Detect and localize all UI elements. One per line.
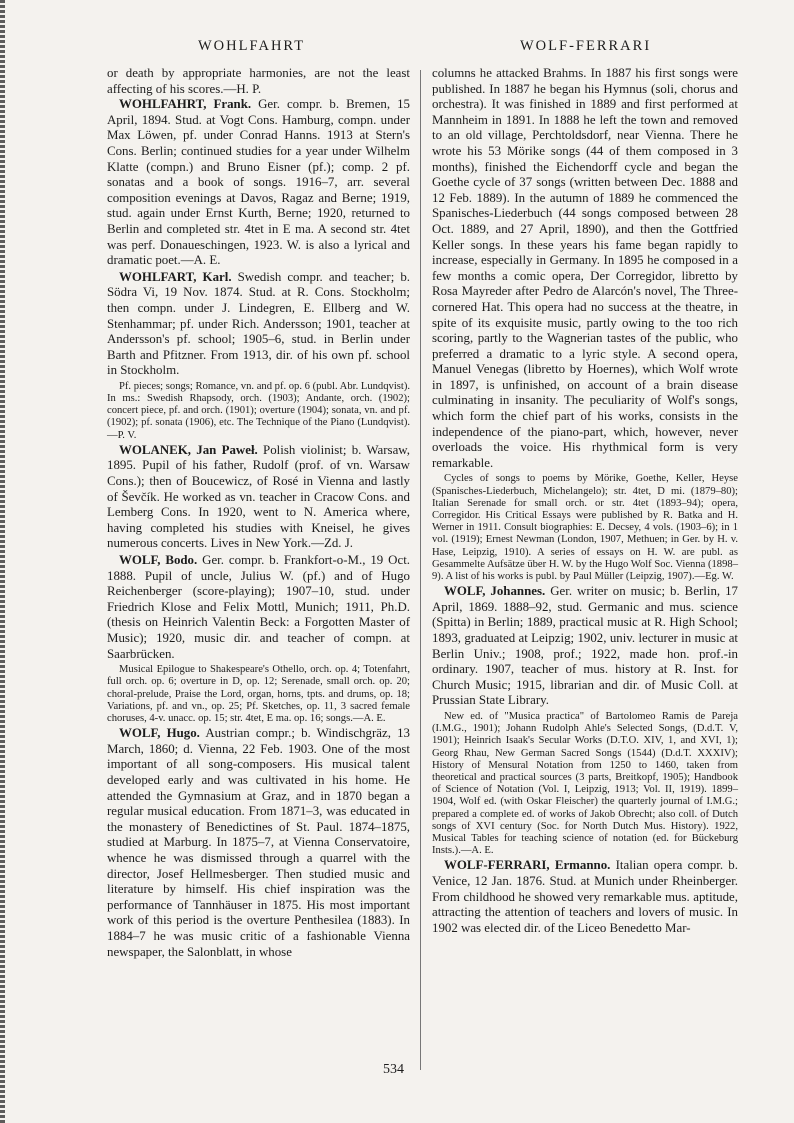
entry-body: Swedish compr. and teacher; b. Södra Vi, 19 Nov. 1874. Stud. at R. Cons. Stockholm; then compn. under J. Lindegren, E. Ellberg and W. Stenhammar; pf. under Rich. Andersson; 1901, teacher at Andersson's pf. school; 1905–6, stud. in Berlin under Barth and Pfitzner. From 1913, dir. of his own pf. school in Stockholm. [107,269,410,378]
entry-headword: WOLF-FERRARI, Ermanno. [444,858,611,873]
entry-body: Ger. writer on music; b. Berlin, 17 April, 1869. 1888–92, stud. Germanic and mus. science (Spitta) in Berlin; 1889, practical music at R. High School; 1893, graduated at Leipzig; 1902, univ. lecturer in music at Berlin Univ.; 1908, prof.; 1922, made hon. prof.-in ordinary. 1907, teacher of mus. history at R. Inst. for Church Music; 1915, librarian and dir. of Music Coll. at Prussian State Library. [432,584,738,708]
entry-wolanek-jan [107,443,410,552]
entry-headword: WOHLFAHRT, Frank. [119,97,252,112]
entry-body: Polish violinist; b. Warsaw, 1895. Pupil of his father, Rudolf (prof. of vn. Warsaw Cons.); then of Boucewicz, of Rosé in Vienna and lastly of Ševčík. He worked as vn. teacher in Cracow Cons. and Lemberg Cons. In 1920, went to N. America where, having completed his studies with Kneisel, he gives numerous concerts. Lives in New York.—Zd. J. [107,442,410,551]
works-list: New ed. of "Musica practica" of Bartolomeo Ramis de Pareja (I.M.G., 1901); Johann Rudolph Ahle's Selected Songs, (D.d.T. V, 1901); Heinrich Isaak's Secular Works (D.T.O. XIV, 1, and XVI, 1); Georg Rhau, New German Sacred Songs (1544) (D.d.T. XXXIV); History of Mensural Notation from 1250 to 1460, taken from theoretical and practical sources (3 parts, Breitkopf, 1905); Handbook of Science of Notation (Vol. I, Leipzig, 1913; Vol. II, 1919). 1899–1904, Wolf ed. (with Oskar Fleischer) the quarterly journal of I.M.G.; prepared a complete ed. of works of Jakob Obrecht; also coll. of Dutch songs of XVI century (Soc. for North Dutch Mus. History). 1922, Musical Tables for teaching science of notation (ed. for Bückeburg Insts.).—A. E. [432,711,738,857]
entry-wolf-johannes [432,584,738,709]
entry-body: Ger. compr. b. Bremen, 15 April, 1894. Stud. at Vogt Cons. Hamburg, compn. under Max Löwen, pf. under Conrad Hanns. 1913 at Stern's Cons. Berlin; continued studies for a year under Wilhelm Klatte (compn.) and Bruno Eisner (pf.); comp. 2 pf. sonatas and a book of songs. 1916–7, arr. several composition evenings at Davos, Ragaz and Berne; 1919, stud. again under Ernst Kurth, Berne; 1920, returned to Berlin and completed str. 4tet in E ma. A second str. 4tet was perf. Donaueschingen, 1923. W. is also a lyrical and dramatic poet.—A. E. [107,97,410,268]
running-head-right: WOLF-FERRARI [520,38,652,54]
page-number: 534 [383,1062,404,1077]
entry-headword: WOLF, Johannes. [444,584,546,599]
works-list: Musical Epilogue to Shakespeare's Othello, orch. op. 4; Totenfahrt, full orch. op. 6; overture in D, op. 12; Serenade, small orch. op. 20; choral-prelude, Praise the Lord, organ, horns, tpts. and drums, op. 18; Variations, pf. and vn., op. 25; Pf. Sketches, op. 11, 3 sacred female choruses, 4-v. unacc. op. 15; str. 4tet, E ma. op. 16; songs.—A. E. [107,664,410,725]
entry-wolf-bodo [107,553,410,662]
entry-wolf-hugo [107,726,410,960]
entry-wohlfart-karl [107,270,410,379]
entry-headword: WOLANEK, Jan Paweł. [119,442,258,457]
running-head-left: WOHLFAHRT [198,38,306,54]
right-column [432,66,738,936]
entry-headword: WOLF, Hugo. [119,726,200,741]
entry-headword: WOHLFART, Karl. [119,269,232,284]
works-list: Cycles of songs to poems by Mörike, Goethe, Keller, Heyse (Spanisches-Liederbuch, Michelangelo); str. 4tet, D mi. (1879–80); Italian Serenade for small orch. or str. 4tet (1893–94); opera, Corregidor. His Critical Essays were published by R. Batka and H. Werner in 1911. Consult biographies: E. Decsey, 4 vols. (1903–6); in 1 vol. (1919); Ernest Newman (London, 1907, Methuen; in Ger. by H. v. Hase, Leipzig, 1910). A series of essays on H. W. are publ. as Gesammelte Aufsätze über H. W. by the Hugo Wolf Soc. Vienna (1898–9). A list of his works is publ. by Paul Müller (Leipzig, 1907).—Eg. W. [432,473,738,583]
works-list: Pf. pieces; songs; Romance, vn. and pf. op. 6 (publ. Abr. Lundqvist). In ms.: Swedish Rhapsody, orch. (1903); Andante, orch. (1902); concert piece, pf. and orch. (1901); overture (1904); sonata, vn. and pf. (1902); pf. sonata (1906), etc. The Technique of the Piano (Lundqvist).—P. V. [107,380,411,441]
continued-text: or death by appropriate harmonies, are not the least affecting of his scores.—H. P. [107,66,410,96]
entry-body: Italian opera compr. b. Venice, 12 Jan. 1876. Stud. at Munich under Rheinberger. From childhood he showed very remarkable mus. aptitude, attracting the attention of teachers and lovers of music. In 1902 was elected dir. of the Liceo Benedetto Mar- [432,858,738,935]
continued-text: columns he attacked Brahms. In 1887 his first songs were published. In 1887 he began his Hymnus (soli, chorus and orchestra). It was finished in 1889 and first performed at Mannheim in 1891. In 1888 he left the town and removed to an old village, Perchtoldsdorf, near Vienna. There he wrote his 53 Mörike songs (44 of them composed in 3 months), finished the Eichendorff cycle and began the Goethe cycle of 37 songs (written between Dec. 1888 and 12 Feb. 1889). In the autumn of 1889 he commenced the Spanisches-Liederbuch (44 songs composed between 28 Oct. 1889, and 27 April, 1890), and then the Gottfried Keller songs. In these years his fame began rapidly to increase, especially in Germany. In 1895 he composed in a few months a comic opera, Der Corregidor, libretto by Rosa Mayreder after Pedro de Alarcón's novel, The Three-cornered Hat. This opera had no success at the theatre, in spite of its exquisite music, partly owing to the too rich scoring, partly to the Wagnerian tastes of the public, who preferred a dramatic to a lyric style. A second opera, Manuel Venegas (libretto by Hoernes), which Wolf wrote in 1897, is unfinished, on account of a brain disease culminating in insanity. The peculiarity of Wolf's songs, which form the chief part of his works, consists in the independence of the piano-part, which, however, never overloads the voice. His rhythmical form is very remarkable. [432,66,738,470]
column-divider [420,70,421,1070]
entry-headword: WOLF, Bodo. [119,553,198,568]
entry-body: Ger. compr. b. Frankfort-o-M., 19 Oct. 1888. Pupil of uncle, Julius W. (pf.) and of Hugo Reichenberger (score-playing); 1907–10, stud. under Friedrich Klose and Felix Mottl, Munich; 1911, Ph.D. (thesis on Heinrich Valentin Beck: a Forgotten Master of Music); 1920, music dir. and teacher of compn. at Saarbrücken. [107,553,411,661]
scan-edge-marks [0,0,5,1123]
entry-wohlfahrt-frank [107,97,410,269]
entry-body: Austrian compr.; b. Windischgräz, 13 March, 1860; d. Vienna, 22 Feb. 1903. One of the most important of all song-composers. His musical talent developed early and was cultivated in his home. He attended the Gymnasium at Graz, and in 1870 began a regular musical education. From 1871–3, was educated in the monastery of Benedictines of St. Paul. 1874–1875, studied at Marburg. In 1875–7, at Vienna Conservatoire, whence he was dismissed through a quarrel with the director, Josef Hellmesberger. Then studied music and literature by himself. His chief inspiration was the performance of Tannhäuser in 1875. His most important work of this period is the overture Penthesilea (1883). In 1884–7 he was music critic of a fashionable Vienna newspaper, the Salonblatt, in whose [107,726,411,959]
left-column [107,66,410,960]
entry-wolf-ferrari-ermanno [432,858,738,936]
